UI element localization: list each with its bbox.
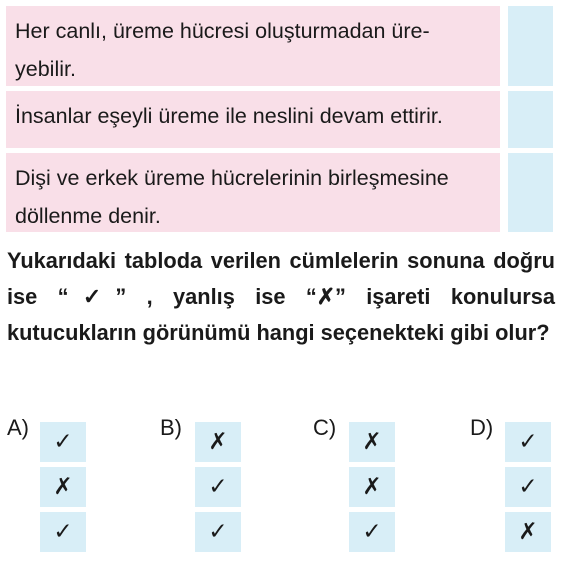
answer-box-3 — [508, 153, 553, 232]
option-b-mark-3: ✓ — [195, 512, 241, 552]
option-c-mark-1: ✗ — [349, 422, 395, 462]
option-c-mark-2: ✗ — [349, 467, 395, 507]
option-d-label[interactable]: D) — [470, 415, 494, 440]
option-a-mark-3: ✓ — [40, 512, 86, 552]
statement-text-2: İnsanlar eşeyli üreme ile neslini devam ettirir. — [6, 91, 500, 148]
answer-box-2 — [508, 91, 553, 148]
option-d-mark-2: ✓ — [505, 467, 551, 507]
statement-row-3 — [6, 153, 553, 232]
option-b-mark-2: ✓ — [195, 467, 241, 507]
option-a-label[interactable]: A) — [7, 415, 29, 440]
option-d-mark-3: ✗ — [505, 512, 551, 552]
option-b-label[interactable]: B) — [160, 415, 182, 440]
answer-box-1 — [508, 6, 553, 86]
statement-text-1: Her canlı, üreme hücresi oluşturmadan üre- yebilir. — [6, 6, 500, 86]
option-b-mark-1: ✗ — [195, 422, 241, 462]
option-c-label[interactable]: C) — [313, 415, 337, 440]
option-c-mark-3: ✓ — [349, 512, 395, 552]
statement-text-3: Dişi ve erkek üreme hücrelerinin birleşmesine döllenme denir. — [6, 153, 500, 232]
question-text: Yukarıdaki tabloda verilen cümlelerin sonuna doğru ise “✓” , yanlış ise “✗” işareti konulursa kutucukların görünümü hangi seçenekteki gibi olur? — [7, 248, 555, 345]
statement-row-1 — [6, 6, 553, 86]
statement-row-2 — [6, 91, 553, 148]
option-d-mark-1: ✓ — [505, 422, 551, 462]
option-a-mark-2: ✗ — [40, 467, 86, 507]
option-a-mark-1: ✓ — [40, 422, 86, 462]
